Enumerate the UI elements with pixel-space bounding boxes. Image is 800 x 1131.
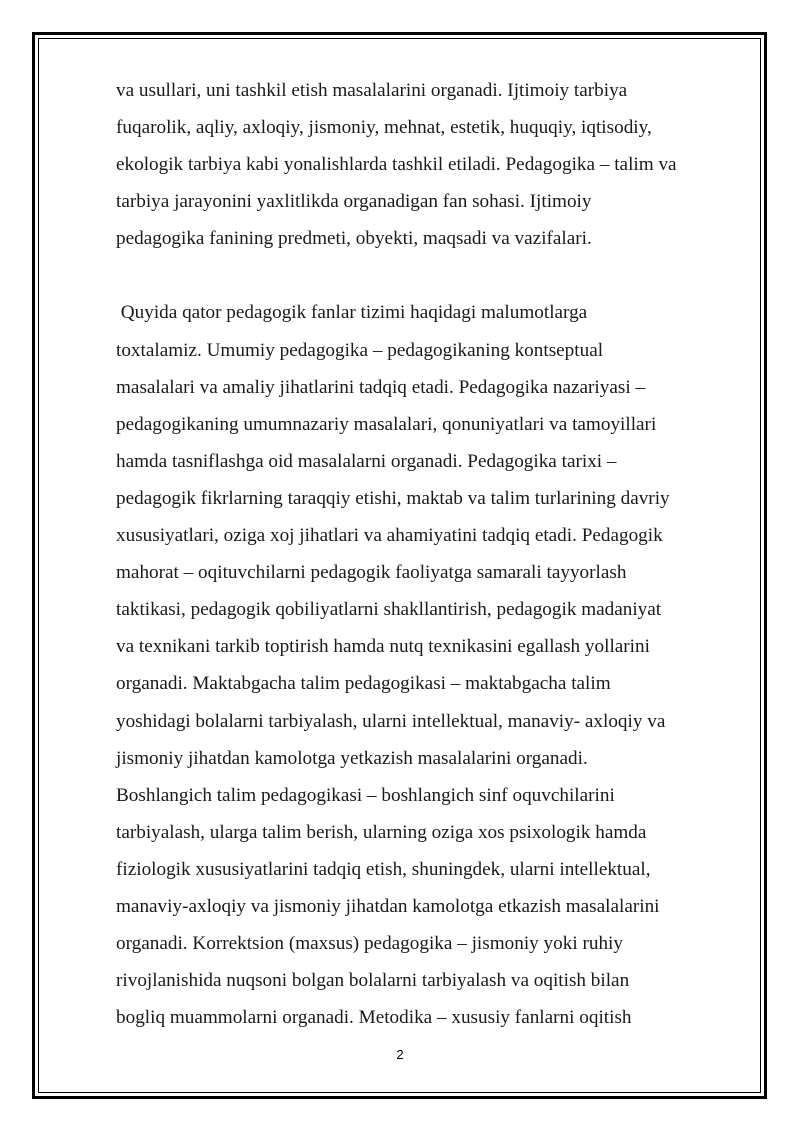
text-line: tarbiya jarayonini yaxlitlikda organadigan fan sohasi. Ijtimoiy <box>116 191 592 213</box>
text-line: tarbiyalash, ularga talim berish, ularning oziga xos psixologik hamda <box>116 821 647 843</box>
text-line: hamda tasniflashga oid masalalarni organadi. Pedagogika tarixi – <box>116 450 617 472</box>
text-line: pedagogik fikrlarning taraqqiy etishi, maktab va talim turlarining davriy <box>116 487 670 509</box>
paragraph-1 <box>116 72 746 257</box>
page-number: 2 <box>396 1047 404 1062</box>
text-line: Quyida qator pedagogik fanlar tizimi haqidagi malumotlarga <box>116 302 588 324</box>
paragraph-2 <box>116 294 746 1036</box>
text-line: toxtalamiz. Umumiy pedagogika – pedagogikaning kontseptual <box>116 339 604 361</box>
text-line: mahorat – oqituvchilarni pedagogik faoliyatga samarali tayyorlash <box>116 562 627 584</box>
text-line: fiziologik xususiyatlarini tadqiq etish, shuningdek, ularni intellektual, <box>116 858 651 880</box>
text-line: organadi. Maktabgacha talim pedagogikasi – maktabgacha talim <box>116 673 611 695</box>
text-line: pedagogika fanining predmeti, obyekti, maqsadi va vazifalari. <box>116 228 592 250</box>
text-line: ekologik tarbiya kabi yonalishlarda tashkil etiladi. Pedagogika – talim va <box>116 154 677 176</box>
text-line: yoshidagi bolalarni tarbiyalash, ularni intellektual, manaviy- axloqiy va <box>116 710 666 732</box>
text-line: taktikasi, pedagogik qobiliyatlarni shakllantirish, pedagogik madaniyat <box>116 599 662 621</box>
text-line: organadi. Korrektsion (maxsus) pedagogika – jismoniy yoki ruhiy <box>116 933 623 955</box>
text-line: pedagogikaning umumnazariy masalalari, qonuniyatlari va tamoyillari <box>116 413 657 435</box>
text-line: xususiyatlari, oziga xoj jihatlari va ahamiyatini tadqiq etadi. Pedagogik <box>116 525 663 547</box>
text-line: Boshlangich talim pedagogikasi – boshlangich sinf oquvchilarini <box>116 784 615 806</box>
text-line: manaviy-axloqiy va jismoniy jihatdan kamolotga etkazish masalalarini <box>116 895 660 917</box>
text-line: bogliq muammolarni organadi. Metodika – xususiy fanlarni oqitish <box>116 1007 632 1029</box>
document-body <box>116 72 746 1036</box>
text-line: va texnikani tarkib toptirish hamda nutq texnikasini egallash yollarini <box>116 636 650 658</box>
text-line: jismoniy jihatdan kamolotga yetkazish masalalarini organadi. <box>116 747 588 769</box>
text-line: masalalari va amaliy jihatlarini tadqiq etadi. Pedagogika nazariyasi – <box>116 376 646 398</box>
text-line: va usullari, uni tashkil etish masalalarini organadi. Ijtimoiy tarbiya <box>116 80 628 101</box>
text-line: fuqarolik, aqliy, axloqiy, jismoniy, mehnat, estetik, huquqiy, iqtisodiy, <box>116 117 652 139</box>
text-line: rivojlanishida nuqsoni bolgan bolalarni tarbiyalash va oqitish bilan <box>116 970 630 992</box>
